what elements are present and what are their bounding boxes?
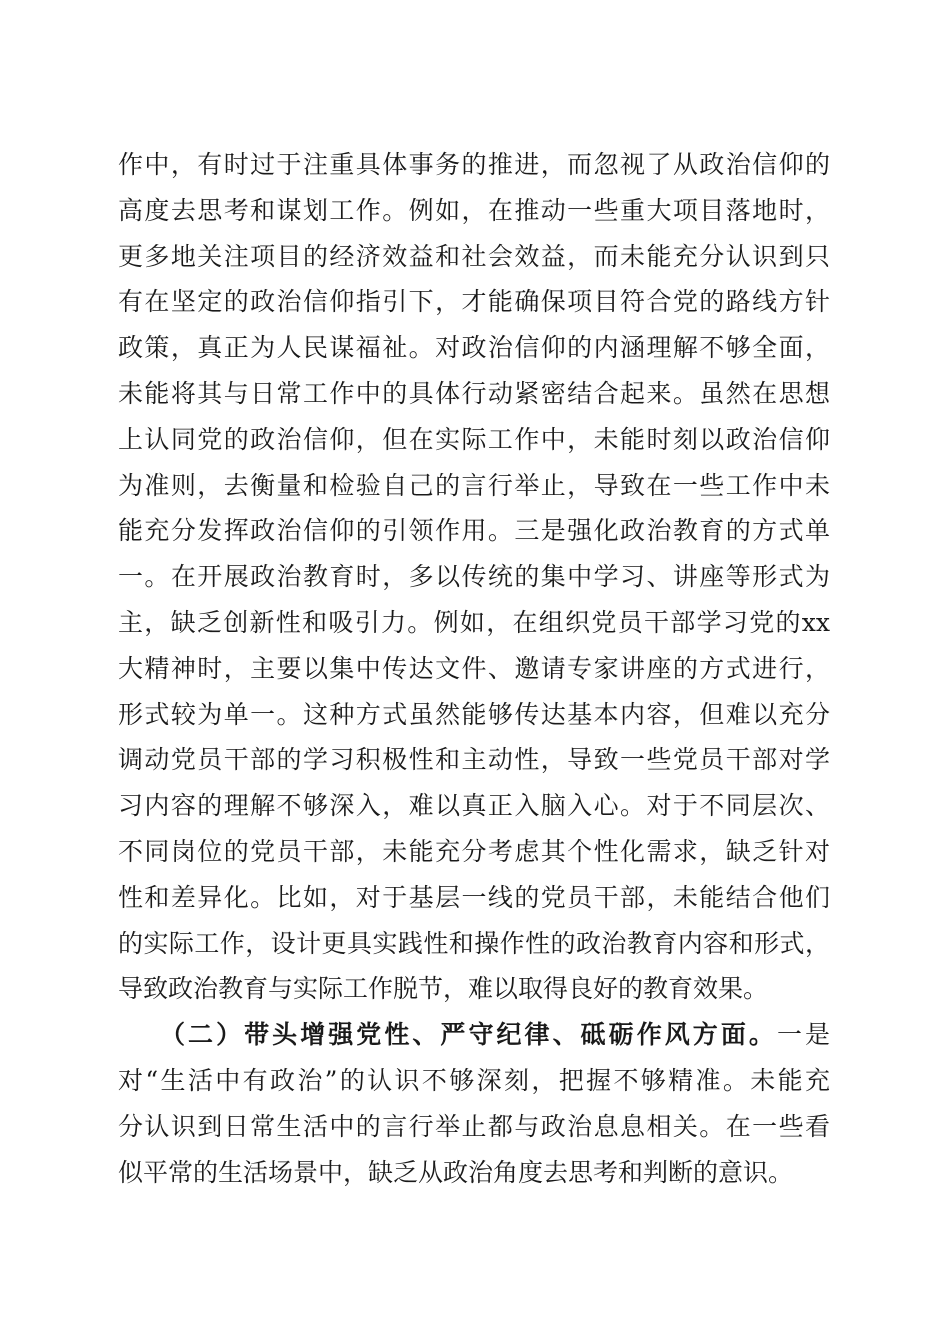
text-line: 调动党员干部的学习积极性和主动性，导致一些党员干部对学 (118, 745, 830, 775)
text-line: 分认识到日常生活中的言行举止都与政治息息相关。在一些看 (118, 1111, 830, 1141)
text-line: 上认同党的政治信仰，但在实际工作中，未能时刻以政治信仰 (118, 424, 830, 454)
text-line: 习内容的理解不够深入，难以真正入脑入心。对于不同层次、 (118, 791, 830, 821)
text-line: 形式较为单一。这种方式虽然能够传达基本内容，但难以充分 (118, 699, 830, 729)
section-heading: （二）带头增强党性、严守纪律、砥砺作风方面。 (160, 1020, 777, 1050)
text-line: 作中，有时过于注重具体事务的推进，而忽视了从政治信仰的 (118, 150, 830, 179)
text-line: 似平常的生活场景中，缺乏从政治角度去思考和判断的意识。 (118, 1157, 794, 1187)
text-line: 更多地关注项目的经济效益和社会效益，而未能充分认识到只 (118, 241, 830, 271)
text-line: 对“生活中有政治”的认识不够深刻，把握不够精准。未能充 (118, 1065, 830, 1095)
text-line: 为准则，去衡量和检验自己的言行举止，导致在一些工作中未 (118, 470, 830, 500)
text-line: 一。在开展政治教育时，多以传统的集中学习、讲座等形式为 (118, 562, 830, 592)
heading-continuation: 一是 (776, 1020, 830, 1050)
body-text (118, 142, 830, 1195)
text-line: 性和差异化。比如，对于基层一线的党员干部，未能结合他们 (118, 882, 830, 912)
section-heading-line (118, 1012, 830, 1058)
text-line: 导致政治教育与实际工作脱节，难以取得良好的教育效果。 (118, 974, 769, 1004)
text-line: 有在坚定的政治信仰指引下，才能确保项目符合党的路线方针 (118, 287, 830, 317)
text-line: 的实际工作，设计更具实践性和操作性的政治教育内容和形式， (118, 928, 830, 958)
text-line: 主，缺乏创新性和吸引力。例如，在组织党员干部学习党的xx (118, 607, 830, 637)
text-line: 政策，真正为人民谋福祉。对政治信仰的内涵理解不够全面， (118, 333, 830, 363)
text-line: 高度去思考和谋划工作。例如，在推动一些重大项目落地时， (118, 195, 830, 225)
text-line: 不同岗位的党员干部，未能充分考虑其个性化需求，缺乏针对 (118, 836, 830, 866)
text-line: 大精神时，主要以集中传达文件、邀请专家讲座的方式进行， (118, 653, 830, 683)
text-line: 能充分发挥政治信仰的引领作用。三是强化政治教育的方式单 (118, 516, 830, 546)
text-line: 未能将其与日常工作中的具体行动紧密结合起来。虽然在思想 (118, 378, 830, 408)
